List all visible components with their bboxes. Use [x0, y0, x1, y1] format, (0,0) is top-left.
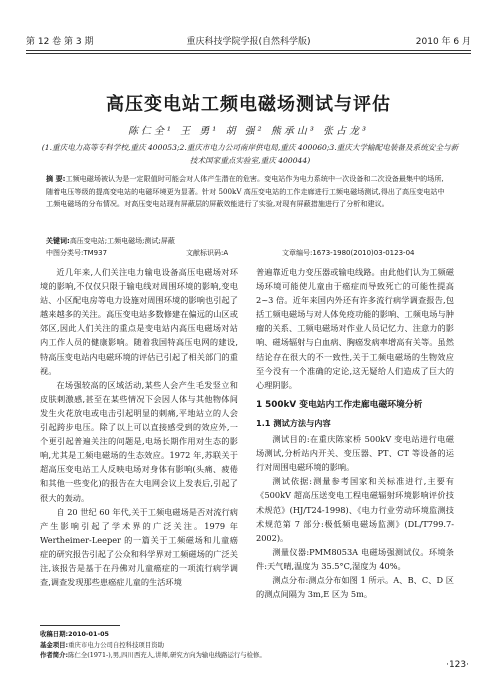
- document-code: 文献标识码:A: [186, 249, 229, 257]
- body-paragraph: 自 20 世纪 60 年代,关于工频电磁场是否对流行病产生影响引起了学术界的广泛关注。1979 年 Wertheimer-Leeper 的一篇关于工频磁场和儿童癌症的研究报告引起了公众和科学界对工频磁场的广泛关注,该报告是基于在丹佛对儿童癌症的一项流行病学调查,调查发现那些患癌症儿童的生活环境: [40, 506, 238, 588]
- affiliation: (1.重庆电力高等专科学校,重庆 400053;2.重庆市电力公司南岸供电局,重庆 400060;3.重庆大学输配电装备及系统安全与新技术国家重点实验室,重庆 400044): [41, 143, 459, 165]
- fund-info: 基金项目:重庆市电力公司自控科技项目资助: [40, 640, 164, 649]
- body-paragraph: 在场强较高的区域活动,某些人会产生毛发竖立和皮肤刺激感,甚至在某些情况下会因人体与其他物体间发生火花放电或电击引起明显的刺痛,平地站立的人会引起跨步电压。除了以上可以直接感受到的效应外,一个更引起普遍关注的问题是,电场长期作用对生态的影响,尤其是工频电磁场的生态效应。1972 年,苏联关于超高压变电站工人反映电场对身体有影响(头痛、疲倦和其他一些变化)的报告在大电网会议上发表后,引起了很大的轰动。: [40, 379, 238, 503]
- clc-number: 中图分类号:TM937: [46, 249, 108, 257]
- author-list: 陈仁全¹ 王 勇¹ 胡 强² 熊承山³ 张占龙³: [127, 126, 370, 137]
- issue-date: 2010 年 6 月: [415, 37, 471, 47]
- abstract-label: 摘 要:: [46, 174, 66, 183]
- abstract: [46, 173, 450, 211]
- journal-volume-issue: 第 12 卷 第 3 期: [26, 37, 94, 47]
- paper-title: 高压变电站工频电磁场测试与评估: [106, 94, 391, 115]
- footnote-rule: [40, 625, 120, 626]
- subsection-heading: 1.1 测试方法与内容: [256, 417, 331, 428]
- received-date: 收稿日期:2010-01-05: [40, 630, 109, 638]
- abstract-text: 工频电磁场被认为是一定限值时可能会对人体产生潜在的危害。变电站作为电力系统中一次设备和二次设备最集中的场所,随着电压等级的提高变电站的电磁环境更为显著。针对 500kV 高压变电站的工作走廊进行工频电磁场测试,得出了高压变电站中工频电磁场的分布情况。对高压变电站现有屏蔽层的屏蔽效能进行了实验,对现有屏蔽措施进行了分析和建议。: [46, 174, 445, 208]
- body-paragraph: 近几年来,人们关注电力输电设备高压电磁场对环境的影响,不仅仅只限于输电线对周围环境的影响,变电站、小区配电房等电力设施对周围环境的影响也引起了越来越多的关注。高压变电站多数修建在偏远的山区或郊区,因此人们关注的重点是变电站内高压电磁场对站内工作人员的健康影响。随着我国特高压电网的建设,特高压变电站内电磁环境的评估已引起了相关部门的重视。: [40, 267, 238, 376]
- header-rule: [26, 50, 471, 51]
- keywords: [46, 236, 450, 246]
- body-paragraph: 普遍靠近电力变压器或输电线路。由此他们认为工频磁场环境可能使儿童由于癌症而导致死亡的可能性提高 2~3 倍。近年来国内外还有许多流行病学调查报告,包括工频电磁场与对人体免疫功能的影响、工频电场与肿瘤的关系、工频电磁场对作业人员记忆力、注意力的影响、磁场辐射与白血病、胸癌发病率增高有关等。虽然结论存在很大的不一致性,关于工频电磁场的生物效应至今没有一个准确的定论,这无疑给人们造成了巨大的心理阴影。: [256, 267, 454, 390]
- article-number: 文章编号:1673-1980(2010)03-0123-04: [282, 249, 415, 257]
- body-paragraph: 测试依据:测量参考国家和关标准进行,主要有《500kV 超高压送变电工程电磁辐射环境影响评价技术规范》(HJ/T24-1998)、《电力行业劳动环境监测技术规范第 7 部分:极低频电磁场监测》(DL/T799.7-2002)。: [256, 476, 454, 543]
- keywords-text: 高压变电站;工频电磁场;测试;屏蔽: [69, 237, 175, 245]
- running-header: [26, 34, 471, 48]
- header-rule-secondary: [26, 53, 471, 54]
- page-number: ·123·: [446, 660, 469, 670]
- author-bio: 作者简介:陈仁全(1971-),男,四川西充人,讲师,研究方向为输电线路运行与检修。: [40, 651, 266, 659]
- left-column: [40, 265, 238, 589]
- right-column: [256, 265, 454, 601]
- body-paragraph: 测试目的:在重庆陈家桥 500kV 变电站进行电磁场测试,分析站内开关、变压器、PT、CT 等设备的运行对周围电磁环境的影响。: [256, 434, 454, 473]
- section-heading: 1 500kV 变电站内工作走廊电磁环境分析: [256, 399, 423, 410]
- keywords-label: 关键词:: [46, 237, 70, 245]
- footnotes: [40, 629, 470, 661]
- body-paragraph: 测量仪器:PMM8053A 电磁场强测试仪。环境条件:天气晴,温度为 35.5°C,湿度为 40%。: [256, 546, 454, 571]
- classification-line: [46, 248, 450, 260]
- journal-name: 重庆科技学院学报(自然科学版): [186, 37, 311, 47]
- body-paragraph: 测点分布:测点分布如图 1 所示。A、B、C、D 区的测点间隔为 3m,E 区为 5m。: [256, 574, 454, 600]
